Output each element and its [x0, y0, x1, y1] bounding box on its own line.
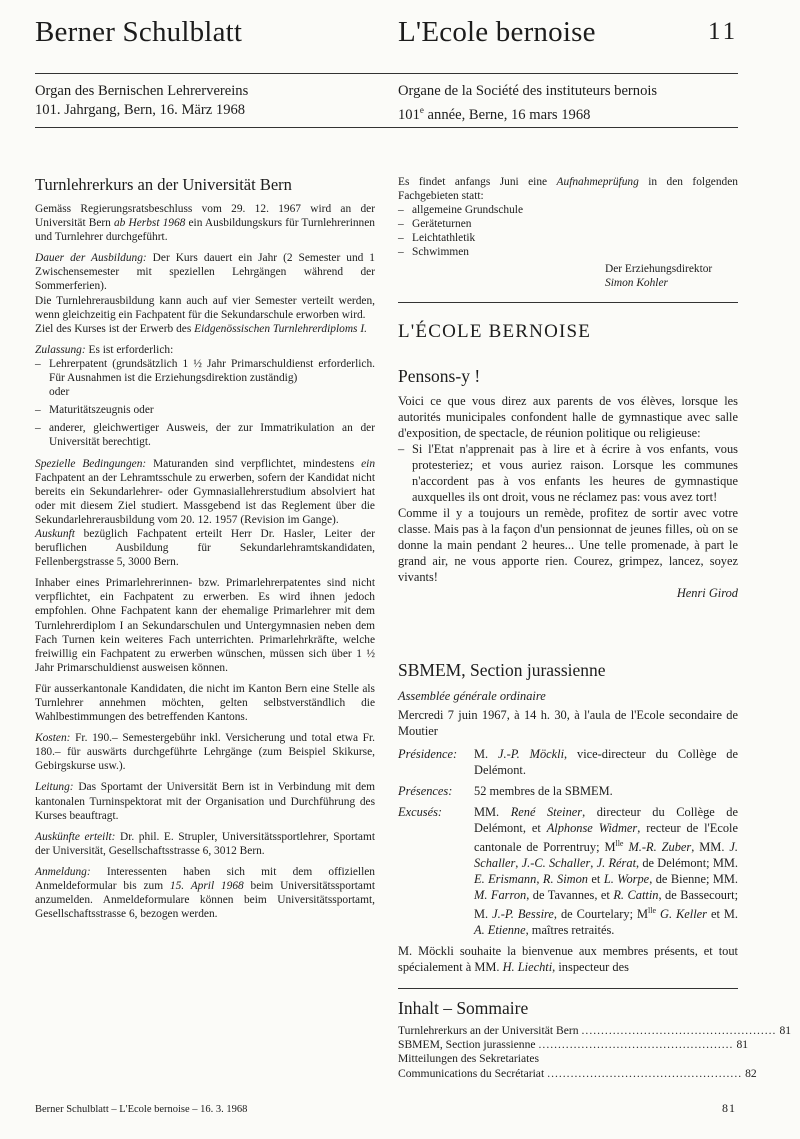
aufnahme-paragraph: Es findet anfangs Juni eine Aufnahmeprüfung in den folgenden Fachgebieten statt:	[398, 176, 738, 203]
toc-rule	[398, 988, 738, 989]
toc-entry[interactable]: SBMEM, Section jurassienne .................................................. 81	[398, 1038, 749, 1052]
organ-de-block	[35, 82, 248, 120]
signature-block	[398, 262, 738, 290]
signature-role: Der Erziehungsdirektor	[605, 262, 713, 275]
ziel-paragraph: Ziel des Kurses ist der Erwerb des Eidgenössischen Turnlehrerdiploms I.	[35, 322, 367, 335]
erweitert-paragraph: Die Turnlehrerausbildung kann auch auf vier Semester verteilt werden, wenn gleichzeitig ein Fachpatent für die Sekundarschule erworben wird.	[35, 294, 375, 321]
excused-name: Alphonse Widmer	[546, 821, 638, 835]
zulassung-item: – Maturitätszeugnis oder	[35, 404, 154, 417]
ecole-section-title: L'ÉCOLE BERNOISE	[398, 321, 592, 342]
excused-name: G. Keller	[660, 907, 707, 922]
masthead-title-fr: L'Ecole bernoise	[398, 16, 596, 48]
leitung-paragraph: Leitung: Das Sportamt der Universität Bern ist in Verbindung mit dem kantonalen Turninspektorat mit der Organisation und Durchführung des Kurses beauftragt.	[35, 781, 375, 822]
excused-name: R. Simon	[542, 872, 588, 887]
excuses-label: Excusés:	[398, 805, 443, 819]
pensons-body	[398, 393, 738, 601]
kosten-paragraph: Kosten: Fr. 190.– Semestergebühr inkl. Versicherung und total etwa Fr. 180.– für auswärts durchgeführte Lehrgänge (zum Beispiel Skikurse, Gebirgskurse usw.).	[35, 732, 375, 773]
intro-paragraph: Gemäss Regierungsratsbeschluss vom 29. 12. 1967 wird an der Universität Bern ab Herbst 1968 ein Ausbildungskurs für Turnlehrerinnen und Turnlehrer durchgeführt.	[35, 203, 376, 244]
excused-name: René Steiner	[510, 805, 583, 819]
zulassung-item: – Lehrerpatent (grundsätzlich 1 ½ Jahr Primarschuldienst erforderlich. Für Ausnahmen ist die Erziehungsdirektion zuständig) oder	[35, 357, 375, 399]
excused-name: J.-P. Bessire	[492, 907, 554, 922]
anmeldung-paragraph: Anmeldung: Interessenten haben sich mit dem offiziellen Anmeldeformular bis zum 15. April 1968 beim Universitätssportamt anzumelden. Anmeldeformulare können beim Universitätssportamt, Gesellschaftsstrasse 6, bezogen werden.	[35, 865, 375, 921]
excused-name: M. Farron	[474, 888, 527, 903]
excused-name: L. Worpe	[603, 872, 650, 887]
excused-text: , recteur de l'Ecole cantonale de Porrentruy; M	[474, 821, 738, 855]
masthead-rule-top	[35, 73, 738, 74]
excused-text: , de Delémont; MM.	[636, 856, 738, 871]
excused-name: E. Erismann	[474, 872, 537, 887]
presences-text: 52 membres de la SBMEM.	[474, 784, 613, 798]
pensons-title: Pensons-y !	[398, 366, 481, 386]
sbmem-intro: Mercredi 7 juin 1967, à 14 h. 30, à l'aula de l'Ecole secondaire de Moutier	[398, 708, 738, 738]
excused-name: A. Etienne	[474, 923, 526, 938]
excused-text: ,	[536, 872, 543, 887]
excused-text: ,	[515, 856, 522, 871]
organ-fr: Organe de la Société des instituteurs bernois	[398, 83, 658, 99]
presidence-label: Présidence:	[398, 747, 458, 761]
right-top-block	[398, 175, 738, 290]
sbmem-closing: M. Möckli souhaite la bienvenue aux membres présents, et tout spécialement à MM. H. Liechti, inspecteur des	[398, 944, 738, 975]
organ-de: Organ des Bernischen Lehrervereins	[35, 83, 249, 99]
ausserkantonal-paragraph: Für ausserkantonale Kandidaten, die nicht im Kanton Bern eine Stelle als Turnlehrer annehmen möchten, gelten selbstverständlich die Wahlbestimmungen des betreffenden Kantons.	[35, 682, 375, 724]
issue-number: 11	[708, 18, 739, 45]
auskunft-paragraph: Auskunft bezüglich Fachpatent erteilt Herr Dr. Hasler, Leiter der beruflichen Ausbildung für Sekundarlehramtskandidaten, Fellenbergstrasse 5, 3000 Bern.	[35, 527, 375, 569]
auskuenfte-paragraph: Auskünfte erteilt: Dr. phil. E. Strupler, Universitätssportlehrer, Sportamt der Universität, Gesellschaftsstrasse 6, 3012 Bern.	[35, 830, 375, 857]
excused-text: lle	[648, 906, 657, 916]
masthead-rule-bottom	[35, 127, 738, 128]
sbmem-title: SBMEM, Section jurassienne	[398, 660, 606, 680]
left-article-title: Turnlehrerkurs an der Universität Bern	[35, 175, 292, 194]
spezielle-paragraph: Spezielle Bedingungen: Maturanden sind verpflichtet, mindestens ein Fachpatent an der Lehramtsschule zu erwerben, sofern der Kandidat nicht bereits ein Sekundarlehrer- oder Gymnasiallehrerstudium absolviert hat oder mit diesem Ziel studiert. Massgebend ist das Reglement über die Sekundarlehrerausbildung vom 20. 12. 1957 (Revision im Gange).	[35, 457, 376, 526]
excused-text: MM.	[474, 805, 511, 819]
zulassung-list	[35, 357, 375, 450]
pensons-p1: Voici ce que vous direz aux parents de vos élèves, lorsque les autorités municipales confondent halle de gymnastique avec salle d'exposition, de spectacle, de réunion politique ou religieuse:	[398, 394, 738, 440]
sbmem-deflist	[398, 746, 738, 938]
pensons-list	[398, 441, 738, 505]
excused-name: J. Rérat	[596, 856, 637, 871]
excused-text: et M.	[706, 907, 738, 922]
fachgebiet-item: – Schwimmen	[398, 246, 469, 259]
excused-text: lle	[615, 839, 624, 848]
excused-text: , de Courtelary; M	[553, 907, 649, 922]
toc-title: Inhalt – Sommaire	[398, 998, 529, 1018]
excused-text: , de Tavannes, et	[526, 888, 614, 903]
excused-text: , MM.	[691, 840, 730, 855]
dauer-paragraph: Dauer der Ausbildung: Der Kurs dauert ein Jahr (2 Semester und 1 Zwischensemester mit speziellen Lehrgängen während der Sommerferien).	[35, 252, 375, 293]
excused-name: J.-C. Schaller	[521, 856, 591, 871]
toc-entry[interactable]: Communications du Secrétariat .................................................. 82	[398, 1066, 757, 1080]
excused-name: M.-R. Zuber	[628, 840, 692, 855]
fachgebiet-item: – Leichtathletik	[398, 232, 476, 245]
sbmem-subtitle: Assemblée générale ordinaire	[398, 689, 546, 703]
pensons-signature: Henri Girod	[676, 586, 738, 600]
excused-text: ,	[590, 856, 597, 871]
footer-page-number: 81	[722, 1101, 736, 1115]
excused-text: , directeur du Collège de Delémont, et	[474, 805, 739, 835]
pensons-p2: – Si l'Etat n'apprenait pas à lire et à écrire à vos enfants, vous protesteriez; et vous auriez raison. Lorsque les communes n'accordent pas à vos enfants les heures de gymnastique auxquelles ils ont droit, vous ne réclamez pas: vous avez tort!	[398, 442, 738, 504]
footer-title: Berner Schulblatt – L'Ecole bernoise – 16. 3. 1968	[35, 1104, 248, 1115]
inhaber-paragraph: Inhaber eines Primarlehrerinnen- bzw. Primarlehrerpatentes sind nicht verpflichtet, ein Fachpatent zu erwerben. Es wird ihnen jedoch empfohlen. Ohne Fachpatent kann der ehemalige Primarlehrer mit dem Turnlehrerdiplom I an Sekundarschulen und Untergymnasien neben dem Fach Turnen kein weiteres Fach unterrichten. Primarlehrkräfte, welche freiwillig ein Fachpatent zu erwerben wünschen, müssen sich über 1 ½ Jahr Primarschuldienst ausweisen können.	[35, 577, 375, 674]
zulassung-item: – anderer, gleichwertiger Ausweis, der zur Immatrikulation an der Universität berechtigt.	[35, 422, 375, 449]
toc-entry[interactable]: Turnlehrerkurs an der Universität Bern .................................................. 81	[398, 1024, 792, 1037]
toc-entry[interactable]: Mitteilungen des Sekretariates	[398, 1052, 540, 1066]
section-divider	[398, 302, 738, 303]
presences-label: Présences:	[398, 784, 453, 798]
presidence-text: M. J.-P. Möckli, vice-directeur du Collège de Delémont.	[474, 747, 739, 777]
zulassung-paragraph: Zulassung: Es ist erforderlich:	[35, 343, 174, 356]
fachgebiete-list	[398, 203, 738, 259]
masthead-title-de: Berner Schulblatt	[35, 16, 243, 48]
fachgebiet-item: – Geräteturnen	[398, 218, 472, 231]
signature-name: Simon Kohler	[605, 276, 668, 289]
sbmem-body	[398, 688, 738, 975]
excuses-text	[474, 804, 738, 938]
toc-list	[398, 1024, 792, 1081]
excused-name: J. Schaller	[474, 840, 738, 871]
fachgebiet-item: – allgemeine Grundschule	[398, 204, 524, 217]
pensons-p3: Comme il y a toujours un remède, profitez de sortir avec votre classe. Mais pas à la façon d'un pensionnat de jeunes filles, où on se donne la main pendant 2 heures... Une telle promenade, à part le grand air, ne vous apporte rien. Courez, grimpez, lancez, soyez vivants!	[398, 506, 738, 584]
excused-name: R. Cattin	[613, 888, 659, 903]
date-de: 101. Jahrgang, Bern, 16. März 1968	[35, 102, 246, 118]
excused-text: , maîtres retraités.	[525, 923, 615, 938]
excused-text: et	[587, 872, 604, 887]
date-fr: 101e année, Berne, 16 mars 1968	[398, 105, 591, 123]
organ-fr-block	[398, 82, 657, 125]
excused-text: , de Bassecourt; M.	[474, 888, 739, 922]
left-article-body	[35, 202, 375, 928]
excused-text: , de Bienne; MM.	[649, 872, 739, 887]
